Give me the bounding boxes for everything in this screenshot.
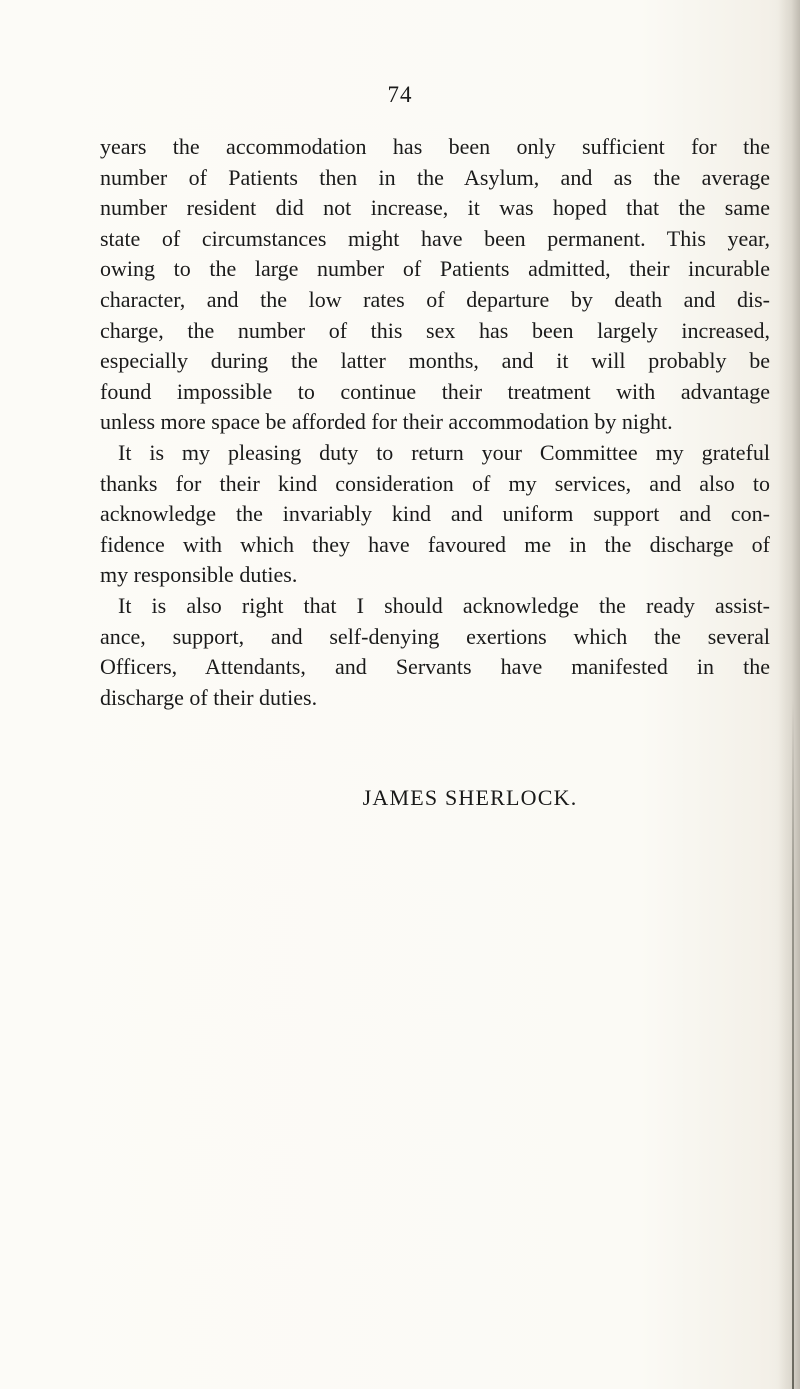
page-number: 74 [387, 82, 413, 107]
text-line: state of circumstances might have been permanent. This year, [100, 225, 770, 251]
text-line: character, and the low rates of departure by death and dis- [100, 286, 770, 312]
body-text [100, 132, 770, 713]
text-line: found impossible to continue their treatment with advantage [100, 378, 770, 404]
text-line: especially during the latter months, and it will probably be [100, 348, 770, 374]
text-line: unless more space be afforded for their accommodation by night. [100, 409, 673, 435]
text-line: discharge of their duties. [100, 684, 318, 710]
text-line: fidence with which they have favoured me in the discharge of [100, 531, 770, 557]
text-line: years the accommodation has been only sufficient for the [100, 134, 770, 159]
text-line: It is my pleasing duty to return your Committee my grateful [118, 439, 770, 465]
text-line: number of Patients then in the Asylum, and as the average [100, 164, 770, 190]
text-line: thanks for their kind consideration of my services, and also to [100, 470, 770, 496]
text-line: ance, support, and self-denying exertions which the several [100, 623, 770, 649]
signature: JAMES SHERLOCK. [362, 785, 578, 810]
page-edge-shadow [778, 0, 800, 1389]
text-line: acknowledge the invariably kind and uniform support and con- [100, 501, 770, 527]
text-line: my responsible duties. [100, 562, 298, 588]
text-line: Officers, Attendants, and Servants have manifested in the [100, 654, 770, 680]
text-line: charge, the number of this sex has been largely increased, [100, 317, 770, 343]
text-line: It is also right that I should acknowledge the ready assist- [118, 592, 770, 618]
text-line: number resident did not increase, it was hoped that the same [100, 195, 770, 221]
text-line: owing to the large number of Patients admitted, their incurable [100, 256, 770, 282]
